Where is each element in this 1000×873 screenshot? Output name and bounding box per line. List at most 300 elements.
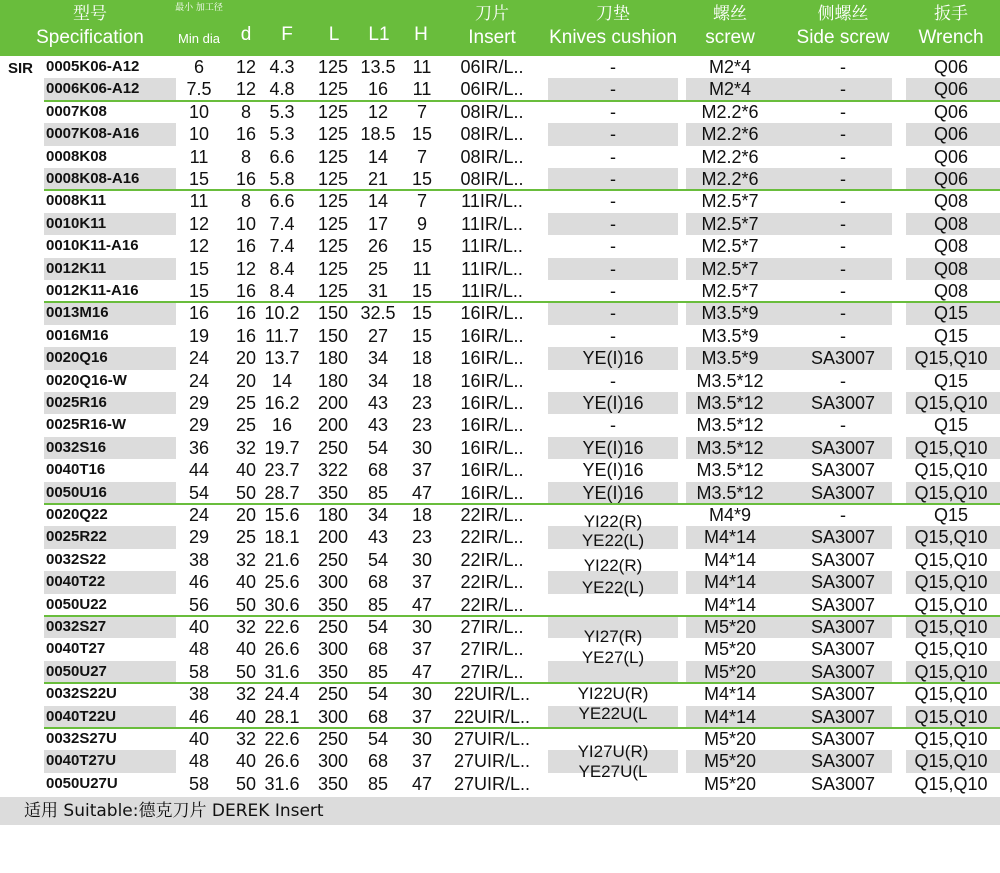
- cell-screw: M5*20: [703, 729, 757, 749]
- cell-screw: M3.5*12: [696, 415, 764, 436]
- cell-l1: 34: [367, 370, 389, 391]
- cell-d: 25: [235, 415, 257, 436]
- cell-d: 12: [235, 79, 257, 100]
- cell-mindia: 38: [188, 549, 210, 570]
- cell-side: -: [840, 146, 846, 167]
- group-separator: [44, 189, 1000, 191]
- cell-wrench: Q15,Q10: [914, 751, 988, 772]
- header-wrench-en: Wrench: [918, 27, 984, 48]
- cell-spec: 0032S27U: [46, 730, 117, 747]
- cell-f: 8.4: [269, 281, 295, 301]
- cell-wrench: Q15,Q10: [914, 617, 988, 637]
- cell-spec: 0008K11: [46, 192, 107, 210]
- table-row: [0, 235, 1000, 257]
- header-screw: [686, 0, 774, 56]
- cell-side: SA3007: [810, 617, 876, 637]
- cell-h: 9: [416, 213, 427, 234]
- cell-d: 16: [235, 325, 257, 346]
- header-h-label: H: [414, 24, 428, 45]
- cell-l: 150: [317, 325, 349, 346]
- group-separator: [44, 615, 1000, 617]
- table-row: [0, 616, 1000, 638]
- cell-f: 10.2: [264, 303, 300, 324]
- cell-cushion: -: [610, 79, 616, 100]
- cell-wrench: Q15: [933, 303, 969, 324]
- cell-side: SA3007: [810, 549, 876, 570]
- cell-d: 32: [235, 549, 257, 570]
- cell-mindia: 38: [188, 684, 210, 705]
- cell-d: 50: [235, 594, 257, 615]
- cell-l: 125: [317, 236, 349, 257]
- header-spec: [28, 0, 152, 56]
- cell-insert: 16IR/L..: [460, 415, 524, 436]
- cell-insert: 11IR/L..: [461, 191, 523, 212]
- cell-l: 250: [317, 617, 349, 637]
- cell-side: -: [840, 124, 846, 145]
- cell-cushion: YE(I)16: [582, 393, 644, 413]
- cell-insert: 08IR/L..: [460, 169, 524, 189]
- cell-h: 30: [411, 729, 433, 749]
- cell-f: 7.4: [269, 236, 295, 257]
- cell-screw: M5*20: [703, 639, 757, 660]
- table-header: [0, 0, 1000, 56]
- cell-mindia: 12: [188, 236, 210, 257]
- cell-spec: 0040T27: [46, 640, 106, 658]
- cell-h: 30: [411, 437, 433, 458]
- cell-l1: 68: [367, 751, 389, 772]
- cell-spec: 0025R16-W: [46, 416, 127, 434]
- cell-l1: 54: [367, 684, 389, 705]
- header-screw-zh: 螺丝: [713, 4, 747, 24]
- cell-f: 26.6: [264, 639, 300, 660]
- cell-d: 50: [235, 773, 257, 794]
- cell-d: 16: [235, 281, 257, 301]
- cushion-text: YI22(R): [583, 512, 643, 531]
- cell-mindia: 16: [188, 303, 210, 324]
- table-row: [0, 661, 1000, 683]
- cell-screw: M3.5*12: [696, 393, 764, 413]
- cell-screw: M2.5*7: [701, 213, 759, 234]
- cell-f: 23.7: [264, 460, 300, 481]
- cell-spec: 0032S22: [46, 550, 107, 568]
- cell-spec: 0006K06-A12: [46, 80, 140, 98]
- cell-d: 16: [235, 236, 257, 257]
- cell-wrench: Q15,Q10: [914, 684, 988, 705]
- cell-f: 18.1: [264, 527, 300, 548]
- cell-f: 5.8: [269, 169, 295, 189]
- cell-l1: 54: [367, 437, 389, 458]
- cell-insert: 16IR/L..: [460, 348, 524, 369]
- cell-h: 37: [411, 639, 433, 660]
- header-mindia-zh: 最小 加工径: [175, 3, 223, 13]
- cell-wrench: Q15,Q10: [914, 527, 988, 548]
- cushion-text: YI22U(R): [577, 684, 649, 703]
- table-row: [0, 504, 1000, 526]
- cell-screw: M2.5*7: [701, 191, 759, 212]
- cell-d: 50: [235, 482, 257, 503]
- cell-wrench: Q06: [933, 146, 969, 167]
- cell-side: -: [840, 370, 846, 391]
- cell-l: 350: [317, 773, 349, 794]
- cell-l: 125: [317, 258, 349, 279]
- cell-f: 26.6: [264, 751, 300, 772]
- cell-insert: 16IR/L..: [460, 303, 524, 324]
- header-mindia: [174, 0, 224, 56]
- header-side-zh: 侧螺丝: [817, 4, 869, 24]
- cell-wrench: Q15,Q10: [914, 460, 988, 481]
- cell-insert: 16IR/L..: [460, 482, 524, 503]
- cell-wrench: Q15,Q10: [914, 706, 988, 727]
- cell-side: -: [840, 505, 846, 525]
- cell-screw: M4*9: [708, 505, 752, 525]
- cell-h: 15: [411, 281, 433, 301]
- cell-side: SA3007: [810, 751, 876, 772]
- cell-h: 18: [411, 505, 433, 525]
- cell-l: 180: [317, 505, 349, 525]
- header-cushion-en: Knives cushion: [549, 27, 677, 48]
- cell-d: 50: [235, 661, 257, 682]
- cell-side: -: [840, 101, 846, 122]
- cell-mindia: 46: [188, 706, 210, 727]
- cell-l1: 17: [367, 213, 389, 234]
- cell-f: 7.4: [269, 213, 295, 234]
- cell-d: 25: [235, 527, 257, 548]
- cell-mindia: 36: [188, 437, 210, 458]
- cell-side: SA3007: [810, 572, 876, 593]
- cell-d: 20: [235, 505, 257, 525]
- cell-h: 7: [416, 101, 427, 122]
- cell-cushion: YE(I)16: [582, 482, 644, 503]
- cell-wrench: Q15: [933, 370, 969, 391]
- cell-side: -: [840, 258, 846, 279]
- cell-d: 40: [235, 460, 257, 481]
- header-l: [318, 0, 350, 56]
- cell-insert: 22IR/L..: [460, 527, 524, 548]
- cell-mindia: 11: [189, 191, 209, 212]
- cell-d: 16: [235, 169, 257, 189]
- cell-mindia: 29: [188, 527, 210, 548]
- cushion-text: YI27U(R): [577, 742, 649, 761]
- cell-mindia: 19: [188, 325, 210, 346]
- cell-h: 37: [411, 751, 433, 772]
- cell-d: 12: [235, 57, 257, 77]
- cell-screw: M2.5*7: [701, 236, 759, 257]
- cell-side: SA3007: [810, 393, 876, 413]
- cell-mindia: 11: [189, 146, 209, 167]
- cell-d: 32: [235, 437, 257, 458]
- cell-mindia: 24: [188, 370, 210, 391]
- cell-l1: 34: [367, 348, 389, 369]
- cell-cushion: -: [610, 370, 616, 391]
- cell-wrench: Q15,Q10: [914, 594, 988, 615]
- cell-l: 300: [317, 572, 349, 593]
- cell-l1: 14: [367, 191, 389, 212]
- cell-insert: 11IR/L..: [461, 236, 523, 257]
- cell-mindia: 15: [188, 281, 210, 301]
- cell-spec: 0025R22: [46, 528, 107, 546]
- cell-wrench: Q15: [933, 415, 969, 436]
- cell-h: 23: [411, 393, 433, 413]
- cell-spec: 0040T22U: [46, 707, 117, 725]
- cell-mindia: 58: [188, 661, 210, 682]
- cell-d: 8: [240, 101, 251, 122]
- cushion-text: YE27(L): [581, 648, 645, 667]
- cell-cushion: -: [610, 213, 616, 234]
- cell-f: 24.4: [264, 684, 300, 705]
- cell-l: 200: [317, 393, 349, 413]
- cell-h: 30: [411, 684, 433, 705]
- cell-l: 180: [317, 348, 349, 369]
- cell-insert: 22IR/L..: [460, 572, 524, 593]
- cell-l: 125: [317, 79, 349, 100]
- cell-l: 125: [317, 146, 349, 167]
- cell-screw: M4*14: [703, 684, 757, 705]
- cell-insert: 16IR/L..: [460, 370, 524, 391]
- cell-l1: 34: [367, 505, 389, 525]
- cell-screw: M5*20: [703, 617, 757, 637]
- cell-wrench: Q08: [933, 281, 969, 301]
- cell-insert: 27IR/L..: [460, 617, 524, 637]
- cell-l1: 31: [367, 281, 389, 301]
- cell-wrench: Q15,Q10: [914, 549, 988, 570]
- cell-screw: M2*4: [708, 57, 752, 77]
- cell-side: SA3007: [810, 348, 876, 369]
- cell-wrench: Q08: [933, 213, 969, 234]
- cell-screw: M4*14: [703, 594, 757, 615]
- cell-screw: M4*14: [703, 572, 757, 593]
- cell-l1: 85: [367, 482, 389, 503]
- cell-l: 150: [317, 303, 349, 324]
- cell-mindia: 10: [188, 124, 210, 145]
- cell-f: 31.6: [264, 773, 300, 794]
- cell-mindia: 6: [193, 57, 204, 77]
- cell-h: 15: [411, 303, 433, 324]
- table-row: [0, 370, 1000, 392]
- table-row: [0, 683, 1000, 705]
- cell-d: 20: [235, 370, 257, 391]
- cell-wrench: Q15,Q10: [914, 482, 988, 503]
- cell-screw: M4*14: [703, 527, 757, 548]
- cell-spec: 0016M16: [46, 326, 109, 344]
- cell-side: SA3007: [810, 482, 876, 503]
- cell-side: SA3007: [810, 639, 876, 660]
- cell-mindia: 48: [188, 751, 210, 772]
- cell-cushion: -: [610, 146, 616, 167]
- cell-f: 16: [271, 415, 293, 436]
- table-row: [0, 414, 1000, 436]
- cell-insert: 22UIR/L..: [453, 706, 531, 727]
- cell-l1: 43: [367, 527, 389, 548]
- cell-d: 40: [235, 572, 257, 593]
- cushion-text: YE22(L): [581, 578, 645, 597]
- cell-d: 12: [235, 258, 257, 279]
- cell-spec: 0025R16: [46, 394, 107, 411]
- cell-h: 23: [411, 415, 433, 436]
- table-row: [0, 706, 1000, 728]
- cell-cushion: YE(I)16: [582, 348, 644, 369]
- cell-mindia: 58: [188, 773, 210, 794]
- cell-l1: 85: [367, 773, 389, 794]
- cell-l1: 25: [367, 258, 389, 279]
- cell-cushion: -: [610, 415, 616, 436]
- cell-f: 25.6: [264, 572, 300, 593]
- cell-spec: 0008K08: [46, 147, 107, 165]
- cell-h: 15: [411, 124, 433, 145]
- cell-screw: M3.5*9: [701, 325, 759, 346]
- cushion-text: YE22(L): [581, 531, 645, 550]
- header-h: [406, 0, 436, 56]
- cell-insert: 22IR/L..: [460, 549, 524, 570]
- header-screw-en: screw: [705, 27, 755, 48]
- cell-side: SA3007: [810, 706, 876, 727]
- cell-spec: 0050U16: [46, 483, 107, 501]
- table-row: [0, 56, 1000, 78]
- table-row: [0, 392, 1000, 414]
- header-f: [272, 0, 302, 56]
- cell-wrench: Q15,Q10: [914, 639, 988, 660]
- table-row: [0, 213, 1000, 235]
- cell-f: 31.6: [264, 661, 300, 682]
- table-row: [0, 459, 1000, 481]
- cell-mindia: 46: [188, 572, 210, 593]
- cell-screw: M5*20: [703, 661, 757, 682]
- cell-screw: M3.5*12: [696, 437, 764, 458]
- cell-insert: 08IR/L..: [460, 124, 524, 145]
- cell-f: 15.6: [264, 505, 300, 525]
- header-cushion-zh: 刀垫: [596, 4, 630, 24]
- cell-d: 20: [235, 348, 257, 369]
- cell-wrench: Q15,Q10: [914, 773, 988, 794]
- cell-f: 28.7: [264, 482, 300, 503]
- cell-f: 11.7: [265, 325, 299, 346]
- cell-f: 30.6: [264, 594, 300, 615]
- cell-d: 32: [235, 684, 257, 705]
- cell-d: 25: [235, 393, 257, 413]
- cell-spec: 0013M16: [46, 304, 109, 322]
- cell-insert: 16IR/L..: [460, 460, 524, 481]
- table-row: [0, 728, 1000, 750]
- cell-screw: M3.5*12: [696, 460, 764, 481]
- cell-screw: M2*4: [708, 79, 752, 100]
- cell-side: -: [840, 281, 846, 301]
- cell-mindia: 56: [188, 594, 210, 615]
- cell-l1: 43: [367, 393, 389, 413]
- cell-l: 250: [317, 729, 349, 749]
- group-label: SIR: [8, 60, 34, 77]
- cell-l1: 32.5: [360, 303, 396, 324]
- table-row: [0, 78, 1000, 100]
- cell-cushion: -: [610, 258, 616, 279]
- cell-l1: 27: [367, 325, 389, 346]
- table-row: [0, 347, 1000, 369]
- cell-h: 7: [416, 191, 427, 212]
- cell-h: 37: [411, 706, 433, 727]
- table-row: [0, 146, 1000, 168]
- cell-mindia: 48: [188, 639, 210, 660]
- cell-mindia: 40: [188, 617, 210, 637]
- cell-side: -: [840, 169, 846, 189]
- cushion-text: YI27(R): [583, 627, 643, 646]
- cell-d: 8: [240, 146, 251, 167]
- cell-mindia: 29: [188, 415, 210, 436]
- cell-l: 250: [317, 437, 349, 458]
- cell-h: 18: [411, 348, 433, 369]
- cell-d: 16: [235, 303, 257, 324]
- header-side-en: Side screw: [796, 27, 890, 48]
- cell-side: SA3007: [810, 773, 876, 794]
- cell-l1: 13.5: [360, 57, 396, 77]
- header-cushion: [548, 0, 678, 56]
- table-row: [0, 482, 1000, 504]
- cell-screw: M4*14: [703, 549, 757, 570]
- cell-screw: M3.5*12: [696, 482, 764, 503]
- cell-side: -: [840, 191, 846, 212]
- cell-l1: 18.5: [360, 124, 396, 145]
- cell-f: 4.8: [269, 79, 295, 100]
- cell-f: 21.6: [264, 549, 300, 570]
- cell-screw: M5*20: [703, 773, 757, 794]
- cell-h: 15: [411, 325, 433, 346]
- cell-screw: M4*14: [703, 706, 757, 727]
- cell-cushion: -: [610, 169, 616, 189]
- cell-l: 125: [317, 281, 349, 301]
- cell-wrench: Q06: [933, 79, 969, 100]
- cell-h: 47: [411, 482, 433, 503]
- cell-l1: 68: [367, 460, 389, 481]
- cell-mindia: 12: [188, 213, 210, 234]
- cell-side: SA3007: [810, 460, 876, 481]
- cell-l: 200: [317, 527, 349, 548]
- cell-f: 16.2: [264, 393, 300, 413]
- cell-f: 19.7: [264, 437, 300, 458]
- cell-side: SA3007: [810, 661, 876, 682]
- cell-l1: 68: [367, 639, 389, 660]
- cell-f: 22.6: [264, 729, 300, 749]
- cell-spec: 0007K08-A16: [46, 125, 140, 143]
- cell-cushion: -: [610, 191, 616, 212]
- cell-l: 350: [317, 594, 349, 615]
- cell-l: 125: [317, 213, 349, 234]
- cell-h: 11: [412, 258, 432, 279]
- table-row: [0, 773, 1000, 795]
- header-l-label: L: [328, 24, 340, 45]
- cell-l1: 85: [367, 661, 389, 682]
- cell-wrench: Q06: [933, 124, 969, 145]
- cell-d: 32: [235, 617, 257, 637]
- cell-screw: M2.2*6: [701, 124, 759, 145]
- header-side-screw: [792, 0, 894, 56]
- table-row: [0, 258, 1000, 280]
- cell-spec: 0040T16: [46, 461, 106, 479]
- cell-l1: 68: [367, 706, 389, 727]
- table-row: [0, 750, 1000, 772]
- cell-mindia: 40: [188, 729, 210, 749]
- cell-insert: 27IR/L..: [460, 639, 524, 660]
- cell-screw: M3.5*12: [696, 370, 764, 391]
- cell-l: 125: [317, 169, 349, 189]
- cell-l: 250: [317, 549, 349, 570]
- cell-side: SA3007: [810, 684, 876, 705]
- cell-screw: M2.2*6: [701, 146, 759, 167]
- cell-side: SA3007: [810, 527, 876, 548]
- cell-l: 322: [317, 460, 349, 481]
- cell-l1: 43: [367, 415, 389, 436]
- cell-wrench: Q06: [933, 57, 969, 77]
- cell-cushion: YE(I)16: [582, 460, 644, 481]
- header-insert: [450, 0, 534, 56]
- cell-cushion: -: [610, 101, 616, 122]
- cell-f: 4.3: [269, 57, 295, 77]
